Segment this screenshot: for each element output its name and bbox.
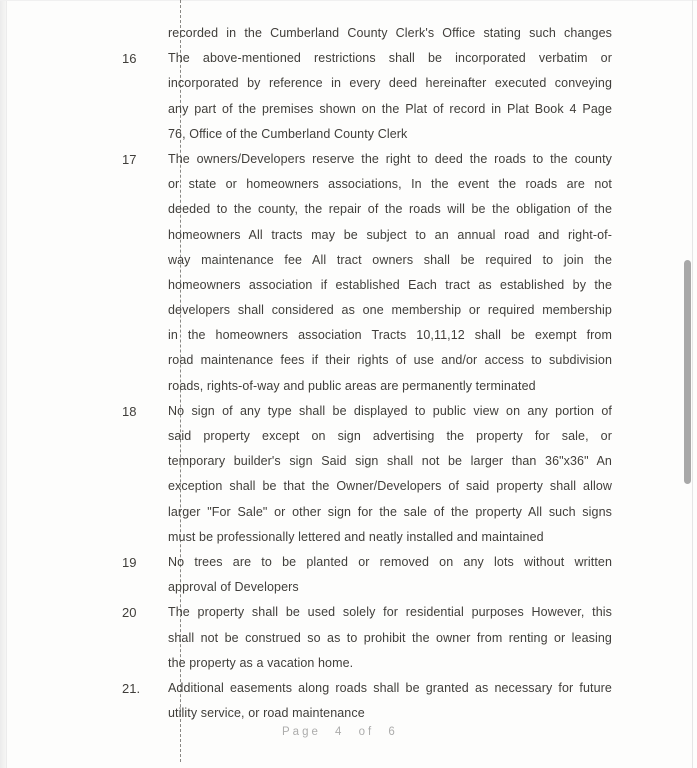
text-line: must be professionally lettered and neatly installed and maintained <box>168 529 544 544</box>
item-number <box>0 21 168 46</box>
page-top-edge <box>0 0 697 1</box>
item-number: 19 <box>122 554 137 570</box>
text-line: recorded in the Cumberland County Clerk's Office stating such changes <box>168 26 612 40</box>
item-number: 21. <box>122 680 141 696</box>
text-line: in the homeowners association Tracts 10,11,12 shall be exempt from <box>168 328 612 343</box>
item-text <box>168 550 612 600</box>
page-number-footer: Page 4 of 6 <box>282 726 398 738</box>
text-line: developers shall considered as one membership or required membership <box>168 303 612 318</box>
item-text <box>168 21 612 46</box>
scrollbar-track[interactable] <box>692 0 693 768</box>
restriction-item <box>0 550 612 600</box>
text-line: any part of the premises shown on the Plat of record in Plat Book 4 Page <box>168 101 612 116</box>
restriction-item <box>0 399 612 550</box>
text-line: shall not be construed so as to prohibit the owner from renting or leasing <box>168 630 612 645</box>
text-line: The owners/Developers reserve the right to deed the roads to the county <box>168 151 612 166</box>
restriction-item <box>0 21 612 46</box>
item-text <box>168 600 612 676</box>
text-line: No trees are to be planted or removed on any lots without written <box>168 554 612 569</box>
restriction-item <box>0 147 612 399</box>
text-line: The above-mentioned restrictions shall be incorporated verbatim or <box>168 51 612 66</box>
text-line: No sign of any type shall be displayed to public view on any portion of <box>168 403 612 418</box>
text-line: the property as a vacation home. <box>168 655 354 670</box>
text-line: way maintenance fee All tract owners shall be required to join the <box>168 252 612 267</box>
text-line: temporary builder's sign Said sign shall not be larger than 36"x36" An <box>168 454 612 469</box>
text-line: roads, rights-of-way and public areas are permanently terminated <box>168 378 536 393</box>
item-number: 20 <box>122 605 137 621</box>
restriction-item <box>0 600 612 676</box>
text-line: deeded to the county, the repair of the roads will be the obligation of the <box>168 202 612 217</box>
restriction-item <box>0 46 612 147</box>
text-line: homeowners All tracts may be subject to an annual road and right-of- <box>168 227 612 242</box>
text-line: 76, Office of the Cumberland County Clerk <box>168 126 408 141</box>
text-line: Additional easements along roads shall be granted as necessary for future <box>168 680 612 695</box>
text-line: utility service, or road maintenance <box>168 706 365 721</box>
restriction-item <box>0 676 612 726</box>
document-body <box>0 21 612 726</box>
item-text <box>168 399 612 550</box>
fold-crease-line <box>180 0 181 762</box>
item-text <box>168 46 612 147</box>
text-line: approval of Developers <box>168 580 299 595</box>
item-text <box>168 147 612 399</box>
item-number: 16 <box>122 51 137 67</box>
item-number: 18 <box>122 403 137 419</box>
text-line: homeowners association if established Each tract as established by the <box>168 277 612 292</box>
text-line: The property shall be used solely for residential purposes However, this <box>168 605 612 620</box>
scrollbar-thumb[interactable] <box>684 260 691 484</box>
text-line: larger "For Sale" or other sign for the sale of the property All such signs <box>168 504 612 519</box>
text-line: incorporated by reference in every deed hereinafter executed conveying <box>168 76 612 91</box>
text-line: said property except on sign advertising the property for sale, or <box>168 429 612 443</box>
item-number: 17 <box>122 151 137 167</box>
text-line: exception shall be that the Owner/Developers of said property shall allow <box>168 479 612 494</box>
item-text <box>168 676 612 726</box>
text-line: road maintenance fees if their rights of use and/or access to subdivision <box>168 353 612 368</box>
text-line: or state or homeowners associations, In the event the roads are not <box>168 177 612 192</box>
